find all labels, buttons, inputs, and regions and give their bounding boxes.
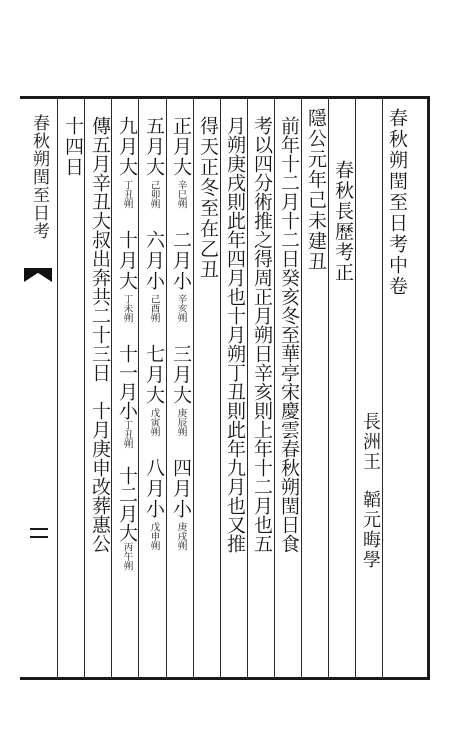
- column-rule: [274, 98, 275, 678]
- block-mark: [30, 528, 48, 530]
- text-column: 得天正冬至在乙丑: [197, 116, 219, 280]
- month-12-sexagenary: 丙午朔: [121, 542, 133, 571]
- column-rule: [355, 98, 356, 678]
- spine-title: 春秋朔閏至日考: [29, 114, 49, 240]
- column-rule: [382, 98, 383, 678]
- volume-title: 春秋朔閏至日考中卷: [386, 108, 408, 297]
- text-column-year: 隱公元年己未建丑: [305, 108, 327, 272]
- month-7-sexagenary: 戊寅朔: [148, 408, 160, 437]
- text-column-subtitle: 春秋長歷考正: [332, 160, 354, 283]
- author-place: 長洲王: [360, 412, 381, 472]
- month-1-sexagenary: 辛巳朔: [175, 180, 187, 209]
- month-5-label: 五月大: [143, 116, 165, 178]
- commentary-column: 傳五月辛丑大叔出奔共二十三日 十月庚申改葬惠公: [89, 116, 111, 553]
- author-name: 韜元晦學: [360, 490, 381, 570]
- month-8-sexagenary: 戊申朔: [148, 522, 160, 551]
- column-rule: [166, 98, 167, 678]
- month-6-label: 六月小: [143, 230, 165, 292]
- column-rule: [111, 98, 112, 678]
- column-rule: [301, 98, 302, 678]
- month-9-sexagenary: 丁丑朔: [121, 180, 133, 209]
- month-12-label: 十二月大: [116, 466, 138, 542]
- month-2-sexagenary: 辛亥朔: [175, 294, 187, 323]
- column-rule: [193, 98, 194, 678]
- column-rule: [247, 98, 248, 678]
- column-rule: [328, 98, 329, 678]
- column-rule: [84, 98, 85, 678]
- month-9-label: 九月大: [116, 116, 138, 178]
- column-rule: [57, 98, 58, 678]
- text-column: 考以四分術推之得周正月朔日辛亥則上年十二月也五: [251, 116, 273, 553]
- block-mark: [30, 536, 48, 538]
- month-2-label: 二月小: [170, 230, 192, 292]
- month-10-label: 十月大: [116, 230, 138, 292]
- column-rule: [138, 98, 139, 678]
- month-4-sexagenary: 庚戌朔: [175, 522, 187, 551]
- month-3-label: 三月大: [170, 344, 192, 406]
- text-column: 月朔庚戌則此年四月也十月朔丁丑則此年九月也又推: [224, 116, 246, 553]
- commentary-column-end: 十四日: [62, 116, 84, 178]
- month-5-sexagenary: 己卯朔: [148, 180, 160, 209]
- month-10-sexagenary: 丁未朔: [121, 294, 133, 323]
- month-8-label: 八月小: [143, 458, 165, 520]
- month-7-label: 七月大: [143, 344, 165, 406]
- month-4-label: 四月小: [170, 458, 192, 520]
- month-3-sexagenary: 庚辰朔: [175, 408, 187, 437]
- month-1-label: 正月大: [170, 116, 192, 178]
- text-column: 前年十二月十二日癸亥冬至華亭宋慶雲春秋朔閏日食: [278, 116, 300, 553]
- month-11-label: 十一月小: [116, 344, 138, 420]
- month-11-sexagenary: 丁丑朔: [121, 420, 133, 449]
- column-rule: [220, 98, 221, 678]
- month-6-sexagenary: 己酉朔: [148, 294, 160, 323]
